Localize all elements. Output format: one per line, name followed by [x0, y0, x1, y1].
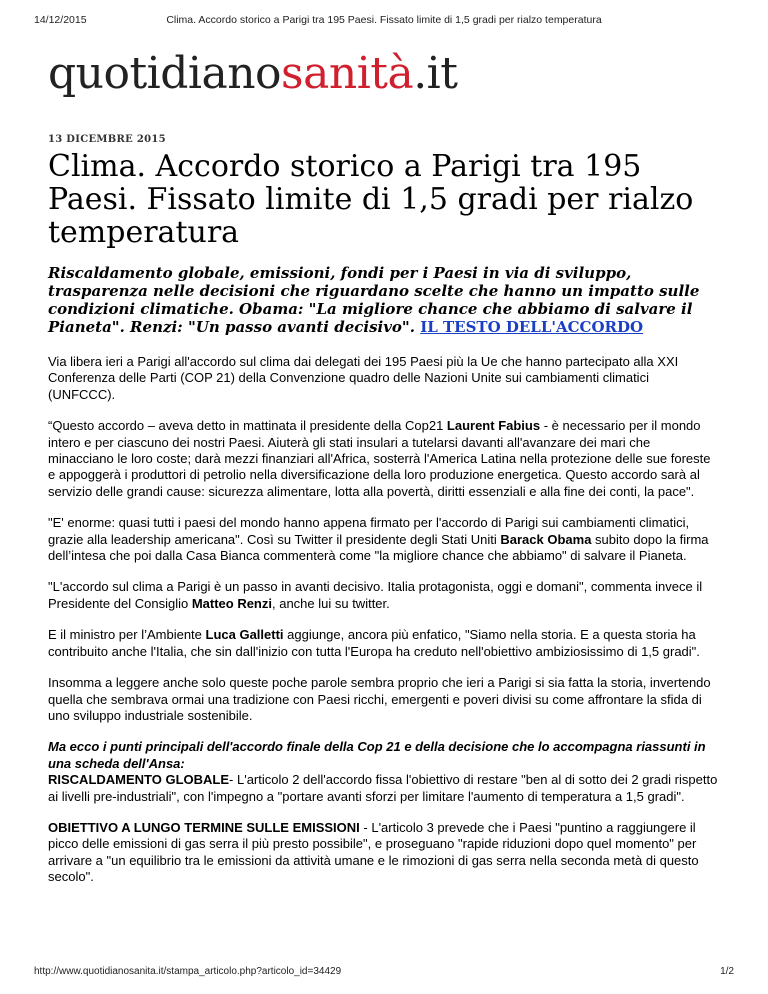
paragraph-7-text-c: - L'articolo 2 dell'accordo fissa l'obiettivo di restare "ben al di sotto dei 2 gradi rispetto ai livelli pre-industriali", con l'impegno a "portare avanti sforzi per limitare l'aumento di temperatura a 1,5 gradi". — [48, 772, 718, 804]
article-headline: Clima. Accordo storico a Parigi tra 195 Paesi. Fissato limite di 1,5 gradi per rialzo temperatura — [48, 149, 694, 250]
print-header — [34, 14, 734, 28]
article — [48, 134, 718, 901]
paragraph-6: Insomma a leggere anche solo queste poche parole sembra proprio che ieri a Parigi si sia fatta la storia, invertendo quella che sembrava ormai una tradizione con Paesi ricchi, emergenti e poveri divisi su come affrontare la sfida di uno sviluppo industriale sostenibile. — [48, 675, 711, 723]
article-date: 13 DICEMBRE 2015 — [48, 134, 166, 145]
site-logo[interactable] — [48, 48, 458, 99]
key-points-intro: Ma ecco i punti principali dell'accordo finale della Cop 21 e della decisione che lo accompagna riassunti in una scheda dell'Ansa: — [48, 739, 706, 771]
paragraph-8-text-c: - L'articolo 3 prevede che i Paesi "puntino a raggiungere il picco delle emissioni di gas serra il più presto possibile", e proseguano "rapide riduzioni dopo quel momento" per arrivare a "un equilibrio tra le emissioni da attività umane e le rimozioni di gas serra nella seconda metà di questo secolo". — [48, 819, 699, 885]
page-number: 1/2 — [720, 966, 734, 977]
paragraph-3 — [48, 515, 718, 564]
paragraph-4-text-a: "L'accordo sul clima a Parigi è un passo in avanti decisivo. Italia protagonista, oggi e domani", commenta invece il Presidente del Consiglio — [48, 579, 703, 611]
name-renzi: Matteo Renzi — [191, 595, 272, 611]
heading-global-warming: RISCALDAMENTO GLOBALE — [48, 772, 230, 788]
paragraph-2-text-a: “Questo accordo – aveva detto in mattinata il presidente della Cop21 — [48, 418, 447, 434]
paragraph-4 — [48, 579, 718, 612]
print-page-title: Clima. Accordo storico a Parigi tra 195 Paesi. Fissato limite di 1,5 gradi per rialzo temperatura — [166, 14, 602, 26]
paragraph-5-text-c: aggiunge, ancora più enfatico, "Siamo nella storia. E a questa storia ha contribuito anche l'Italia, che sin dall'inizio con tutta l'Europa ha creduto nell'obiettivo ambiziosissimo di 1,5 gradi". — [48, 627, 700, 659]
print-url: http://www.quotidianosanita.it/stampa_articolo.php?articolo_id=34429 — [34, 966, 342, 977]
name-obama: Barack Obama — [500, 531, 592, 547]
logo-part-sanita: sanità — [281, 48, 414, 99]
article-summary — [48, 264, 718, 336]
paragraph-5-text-a: E il ministro per l’Ambiente — [48, 627, 206, 643]
heading-long-term-emissions: OBIETTIVO A LUNGO TERMINE SULLE EMISSIONI — [48, 819, 360, 835]
paragraph-7 — [48, 739, 718, 805]
paragraph-1: Via libera ieri a Parigi all'accordo sul clima dai delegati dei 195 Paesi più la Ue che hanno partecipato alla XXI Conferenza delle Parti (COP 21) della Convenzione quadro delle Nazioni Unite sui cambiamenti climatici (UNFCCC). — [48, 354, 679, 402]
print-date: 14/12/2015 — [34, 14, 87, 26]
summary-text: Riscaldamento globale, emissioni, fondi per i Paesi in via di sviluppo, trasparenza nelle decisioni che riguardano scelte che hanno un impatto sulle condizioni climatiche. Obama: "La migliore chance che abbiamo di salvare il Pianeta". Renzi: "Un passo avanti decisivo". — [48, 264, 700, 336]
paragraph-2-text-c: - è necessario per il mondo intero e per ciascuno dei nostri Paesi. Aiuterà gli stati insulari a tutelarsi davanti all'avanzare dei mari che minacciano le loro coste; darà mezzi finanziari all'Africa, sosterrà l'America Latina nella protezione delle sue foreste e appoggerà i produttori di petrolio nella diversificazione della loro produzione energetica. Questo accordo sarà al servizio delle grandi cause: sicurezza alimentare, lotta alla povertà, diritti essenziali e alla fine dei conti, la pace". — [48, 418, 711, 499]
logo-part-it: .it — [413, 48, 458, 99]
name-fabius: Laurent Fabius — [446, 418, 541, 434]
paragraph-5 — [48, 627, 718, 660]
paragraph-8 — [48, 820, 718, 886]
paragraph-3-text-a: "E' enorme: quasi tutti i paesi del mondo hanno appena firmato per l'accordo di Parigi sui cambiamenti climatici, grazie alla leadership americana". Così su Twitter il presidente degli Stati Uniti — [48, 515, 690, 547]
logo-part-quotidiano: quotidiano — [48, 48, 282, 99]
paragraph-3-text-c: subito dopo la firma dell’intesa che poi dalla Casa Bianca commenterà come "la migliore chance che abbiamo" di salvare il Pianeta. — [48, 531, 709, 564]
paragraph-2 — [48, 418, 718, 500]
paragraph-4-text-c: , anche lui su twitter. — [271, 595, 390, 611]
accord-text-link[interactable]: IL TESTO DELL'ACCORDO — [420, 318, 644, 336]
name-galletti: Luca Galletti — [205, 627, 284, 643]
